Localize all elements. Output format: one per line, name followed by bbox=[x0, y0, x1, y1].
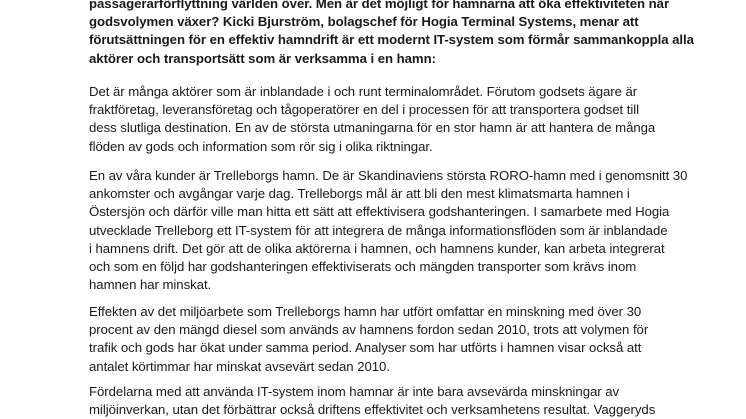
intro-paragraph bbox=[89, 0, 694, 68]
text-line: antalet körtimmar har minskat avsevärt sedan 2010. bbox=[89, 358, 390, 374]
text-line: i hamnens drift. Det gör att de olika aktörerna i hamnen, och hamnens kunder, kan arbeta integrerat bbox=[89, 240, 665, 256]
text-line: aktörer och transportsätt som är verksamma i en hamn: bbox=[89, 50, 436, 66]
text-line: godsvolymen växer? Kicki Bjurström, bolagschef för Hogia Terminal Systems, menar att bbox=[89, 14, 639, 30]
text-line: En av våra kunder är Trelleborgs hamn. De är Skandinaviens största RORO-hamn med i genomsnitt 30 bbox=[89, 168, 688, 183]
text-line: hamnen har minskat. bbox=[89, 277, 212, 293]
text-line: trafik och gods har ökat under samma period. Analyser som har utförts i hamnen visar också att bbox=[89, 340, 642, 356]
text-line: procent av den mängd diesel som används av hamnens fordon sedan 2010, trots att volymen för bbox=[89, 322, 649, 338]
body-paragraph-2 bbox=[89, 167, 688, 294]
text-line: fraktföretag, leveransföretag och tågoperatörer en del i processen för att transportera godset till bbox=[89, 102, 639, 118]
text-line: dess slutliga destination. En av de största utmaningarna för en stor hamn är att hantera de många bbox=[89, 120, 656, 136]
text-line: miljöinverkan, utan det förbättrar också driftens effektivitet och verksamhetens resultat. Vaggeryds bbox=[89, 402, 656, 418]
text-line: ankomster och avgångar varje dag. Trelleborgs mål är att bli den mest klimatsmarta hamnen i bbox=[89, 186, 630, 202]
body-paragraph-3 bbox=[89, 303, 669, 376]
text-line: och som en följd har godshanteringen effektiviserats och mängden transporter som krävs inom bbox=[89, 259, 637, 275]
text-line: passagerarförflyttning världen över. Men är det möjligt för hamnarna att öka effektiviteten när bbox=[89, 0, 670, 11]
text-line: Östersjön och därför ville man hitta ett sätt att effektivisera godshanteringen. I samarbete med Hogia bbox=[89, 204, 670, 220]
body-paragraph-1 bbox=[89, 83, 669, 156]
text-line: förutsättningen för en effektiv hamndrift är ett modernt IT-system som förmår sammankoppla alla bbox=[89, 32, 694, 48]
text-line: utvecklade Trelleborg ett IT-system för att integrera de många informationsflöden som är inblandade bbox=[89, 222, 668, 238]
text-line: Det är många aktörer som är inblandade i och runt terminalområdet. Förutom godsets ägare är bbox=[89, 84, 638, 99]
text-line: Fördelarna med att använda IT-system inom hamnar är inte bara avsevärda minskningar av bbox=[89, 384, 620, 399]
body-paragraph-4 bbox=[89, 383, 669, 419]
text-line: Effekten av det miljöarbete som Trelleborgs hamn har utfört omfattar en minskning med över 30 bbox=[89, 304, 642, 319]
text-line: flöden av gods och information som rör sig i olika riktningar. bbox=[89, 138, 433, 154]
